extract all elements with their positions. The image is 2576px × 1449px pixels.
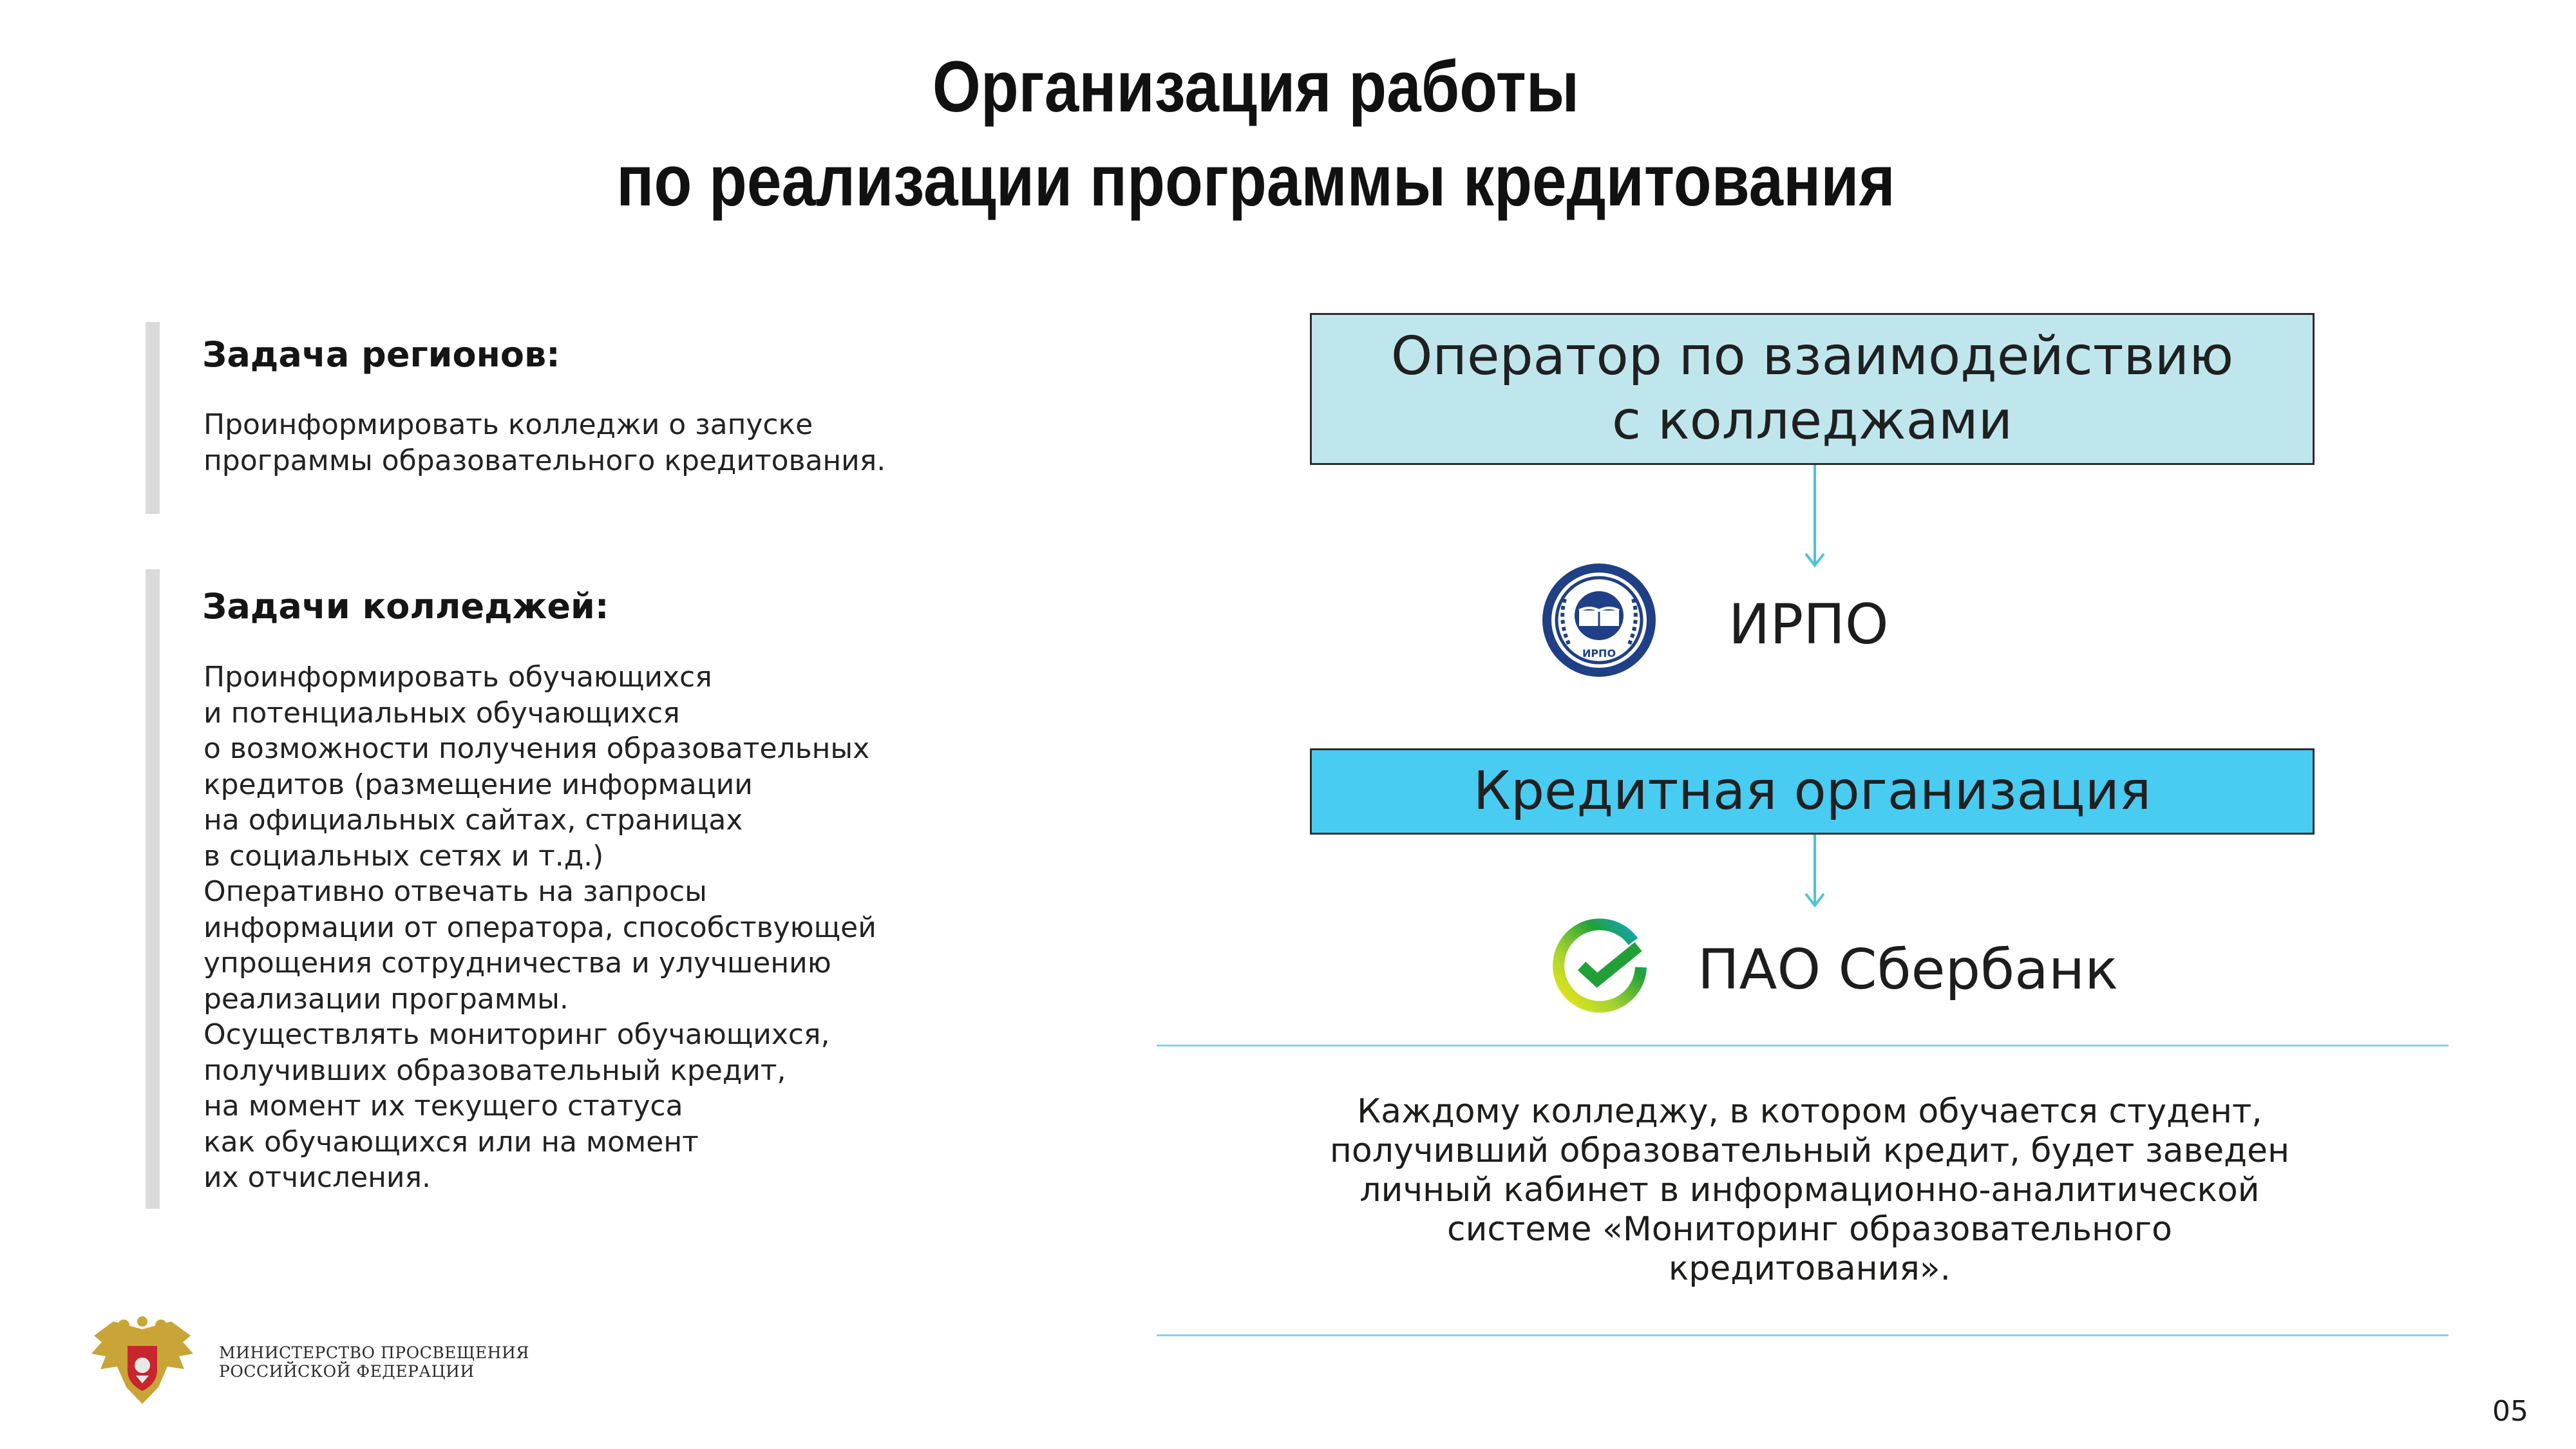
ministry-line-1: МИНИСТЕРСТВО ПРОСВЕЩЕНИЯ	[219, 1343, 529, 1362]
regions-line: Проинформировать колледжи о запуске	[204, 408, 813, 441]
slide-title	[176, 40, 2336, 228]
operator-box	[1310, 313, 2315, 465]
colleges-line: информации от оператора, способствующей	[204, 911, 876, 944]
arrow-down-icon	[1802, 465, 1828, 568]
colleges-line: на момент их текущего статуса	[204, 1090, 683, 1122]
ministry-name	[219, 1343, 529, 1381]
operator-name: ИРПО	[1728, 592, 1889, 657]
colleges-line: на официальных сайтах, страницах	[204, 804, 743, 837]
colleges-line: реализации программы.	[204, 982, 569, 1016]
colleges-line: в социальных сетях и т.д.)	[204, 839, 604, 873]
colleges-line: получивших образовательный кредит,	[204, 1054, 786, 1087]
note-line: кредитования».	[1668, 1249, 1951, 1288]
colleges-accent-bar	[146, 569, 160, 1209]
title-line-2: по реализации программы кредитования	[616, 140, 1895, 221]
note-text	[1211, 1092, 2409, 1289]
note-line: Каждому колледжу, в котором обучается студент,	[1357, 1092, 2262, 1131]
page-number: 05	[2492, 1395, 2528, 1428]
bank-name: ПАО Сбербанк	[1698, 938, 2119, 1002]
sber-logo-icon	[1548, 916, 1651, 1019]
note-line: системе «Мониторинг образовательного	[1447, 1210, 2172, 1249]
note-line: личный кабинет в информационно-аналитической	[1359, 1171, 2260, 1209]
colleges-line: кредитов (размещение информации	[204, 768, 753, 801]
arrow-down-icon	[1802, 835, 1828, 908]
colleges-line: Оперативно отвечать на запросы	[204, 875, 707, 908]
colleges-text	[204, 659, 876, 1196]
colleges-line: Осуществлять мониторинг обучающихся,	[204, 1018, 830, 1051]
title-line-1: Организация работы	[932, 46, 1580, 127]
credit-organization-box: Кредитная организация	[1310, 748, 2315, 835]
irpo-logo-icon	[1539, 560, 1659, 680]
colleges-line: их отчисления.	[204, 1161, 431, 1194]
colleges-heading: Задачи колледжей:	[202, 586, 609, 627]
colleges-line: как обучающихся или на момент	[204, 1125, 699, 1159]
colleges-line: Проинформировать обучающихся	[204, 661, 712, 694]
coat-of-arms-icon	[88, 1316, 197, 1409]
regions-accent-bar	[146, 322, 160, 514]
regions-line: программы образовательного кредитования.	[204, 444, 886, 477]
colleges-line: упрощения сотрудничества и улучшению	[204, 947, 831, 980]
ministry-line-2: РОССИЙСКОЙ ФЕДЕРАЦИИ	[219, 1362, 475, 1381]
regions-heading: Задача регионов:	[202, 334, 560, 375]
regions-text	[204, 407, 886, 478]
divider-line	[1157, 1334, 2448, 1336]
note-line: получивший образовательный кредит, будет заведен	[1329, 1132, 2290, 1170]
divider-line	[1157, 1045, 2448, 1046]
operator-box-line-1: Оператор по взаимодействию	[1390, 326, 2234, 387]
colleges-line: о возможности получения образовательных	[204, 732, 870, 765]
irpo-logo-text: ИРПО	[1582, 647, 1616, 659]
operator-box-line-2: с колледжами	[1611, 390, 2013, 451]
colleges-line: и потенциальных обучающихся	[204, 696, 680, 730]
